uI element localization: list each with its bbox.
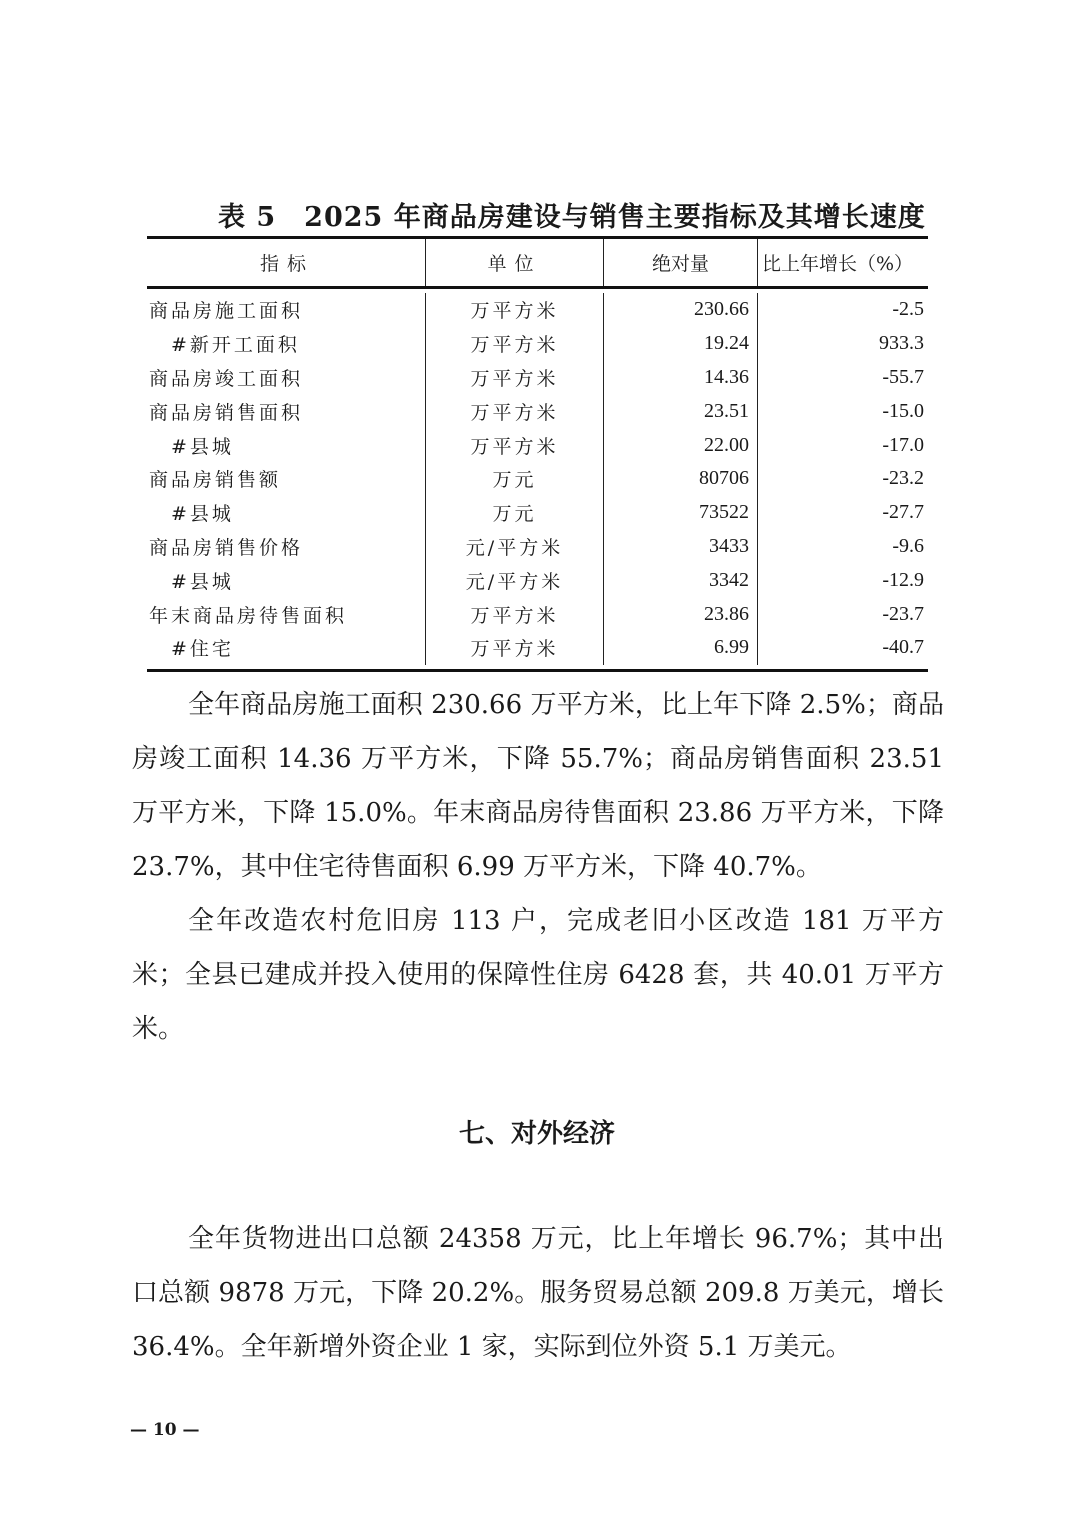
row-growth: -12.9 — [757, 563, 928, 597]
row-unit: 万平方米 — [425, 428, 603, 462]
paragraph-foreign-economy: 全年货物进出口总额 24358 万元，比上年增长 96.7%；其中出口总额 9878 万元，下降 20.2%。服务贸易总额 209.8 万美元，增长 36.4%。全年新增外资企业 1 家，实际到位外资 5.1 万美元。 — [132, 1224, 944, 1362]
row-unit: 万元 — [425, 496, 603, 530]
row-indicator: #新开工面积 — [171, 334, 300, 357]
row-growth: -27.7 — [757, 496, 928, 530]
section-heading: 七、对外经济 — [458, 1119, 615, 1149]
table-row — [147, 327, 928, 361]
row-growth: -23.7 — [757, 597, 928, 631]
row-unit: 万平方米 — [425, 361, 603, 395]
row-indicator: 商品房销售面积 — [149, 401, 304, 424]
table-row — [147, 496, 928, 530]
row-value: 23.86 — [603, 597, 757, 631]
row-growth: -17.0 — [757, 428, 928, 462]
table-body — [147, 289, 928, 669]
table-row — [147, 563, 928, 597]
row-indicator: 商品房销售价格 — [149, 536, 304, 559]
row-unit: 万平方米 — [425, 597, 603, 631]
row-value: 3342 — [603, 563, 757, 597]
row-indicator: #住宅 — [171, 638, 234, 661]
paragraph-housing-summary: 全年商品房施工面积 230.66 万平方米，比上年下降 2.5%；商品房竣工面积 14.36 万平方米，下降 55.7%；商品房销售面积 23.51 万平方米，下降 15.0%。年末商品房待售面积 23.86 万平方米，下降 23.7%，其中住宅待售面积 6.99 万平方米，下降 40.7%。 — [132, 690, 944, 882]
table-row — [147, 394, 928, 428]
housing-indicators-table — [147, 236, 928, 672]
row-value: 6.99 — [603, 631, 757, 665]
table-row — [147, 631, 928, 665]
header-growth-rate: 比上年增长（%） — [757, 239, 928, 286]
row-unit: 万平方米 — [425, 631, 603, 665]
table-header-row — [147, 239, 928, 286]
row-value: 19.24 — [603, 327, 757, 361]
table-row — [147, 462, 928, 496]
row-indicator: 商品房销售额 — [149, 469, 282, 492]
row-value: 80706 — [603, 462, 757, 496]
row-unit: 万平方米 — [425, 394, 603, 428]
row-value: 73522 — [603, 496, 757, 530]
row-value: 230.66 — [603, 293, 757, 327]
row-indicator: #县城 — [171, 570, 234, 593]
header-absolute-value: 绝对量 — [603, 239, 757, 286]
row-unit: 元/平方米 — [425, 530, 603, 564]
row-indicator: #县城 — [171, 435, 234, 458]
row-growth: -9.6 — [757, 530, 928, 564]
header-indicator: 指标 — [259, 253, 314, 275]
row-indicator: #县城 — [171, 503, 234, 526]
row-value: 22.00 — [603, 428, 757, 462]
table-row — [147, 428, 928, 462]
table-row — [147, 597, 928, 631]
row-growth: 933.3 — [757, 327, 928, 361]
table-bottom-rule — [147, 669, 928, 672]
page-number: — 10 — — [130, 1420, 200, 1440]
table-row — [147, 530, 928, 564]
table-title: 表 5 2025 年商品房建设与销售主要指标及其增长速度 — [218, 202, 926, 233]
row-growth: -40.7 — [757, 631, 928, 665]
header-unit: 单位 — [425, 239, 603, 286]
paragraph-housing-renovation: 全年改造农村危旧房 113 户，完成老旧小区改造 181 万平方米；全县已建成并投入使用的保障性住房 6428 套，共 40.01 万平方米。 — [132, 906, 944, 1044]
row-indicator: 商品房竣工面积 — [149, 367, 304, 390]
row-unit: 万平方米 — [425, 293, 603, 327]
row-value: 23.51 — [603, 394, 757, 428]
row-indicator: 商品房施工面积 — [149, 300, 304, 323]
row-growth: -55.7 — [757, 361, 928, 395]
row-value: 14.36 — [603, 361, 757, 395]
row-unit: 元/平方米 — [425, 563, 603, 597]
row-unit: 万平方米 — [425, 327, 603, 361]
row-growth: -15.0 — [757, 394, 928, 428]
table-row — [147, 361, 928, 395]
row-value: 3433 — [603, 530, 757, 564]
row-growth: -2.5 — [757, 293, 928, 327]
row-growth: -23.2 — [757, 462, 928, 496]
table-row — [147, 293, 928, 327]
row-indicator: 年末商品房待售面积 — [149, 604, 348, 627]
row-unit: 万元 — [425, 462, 603, 496]
